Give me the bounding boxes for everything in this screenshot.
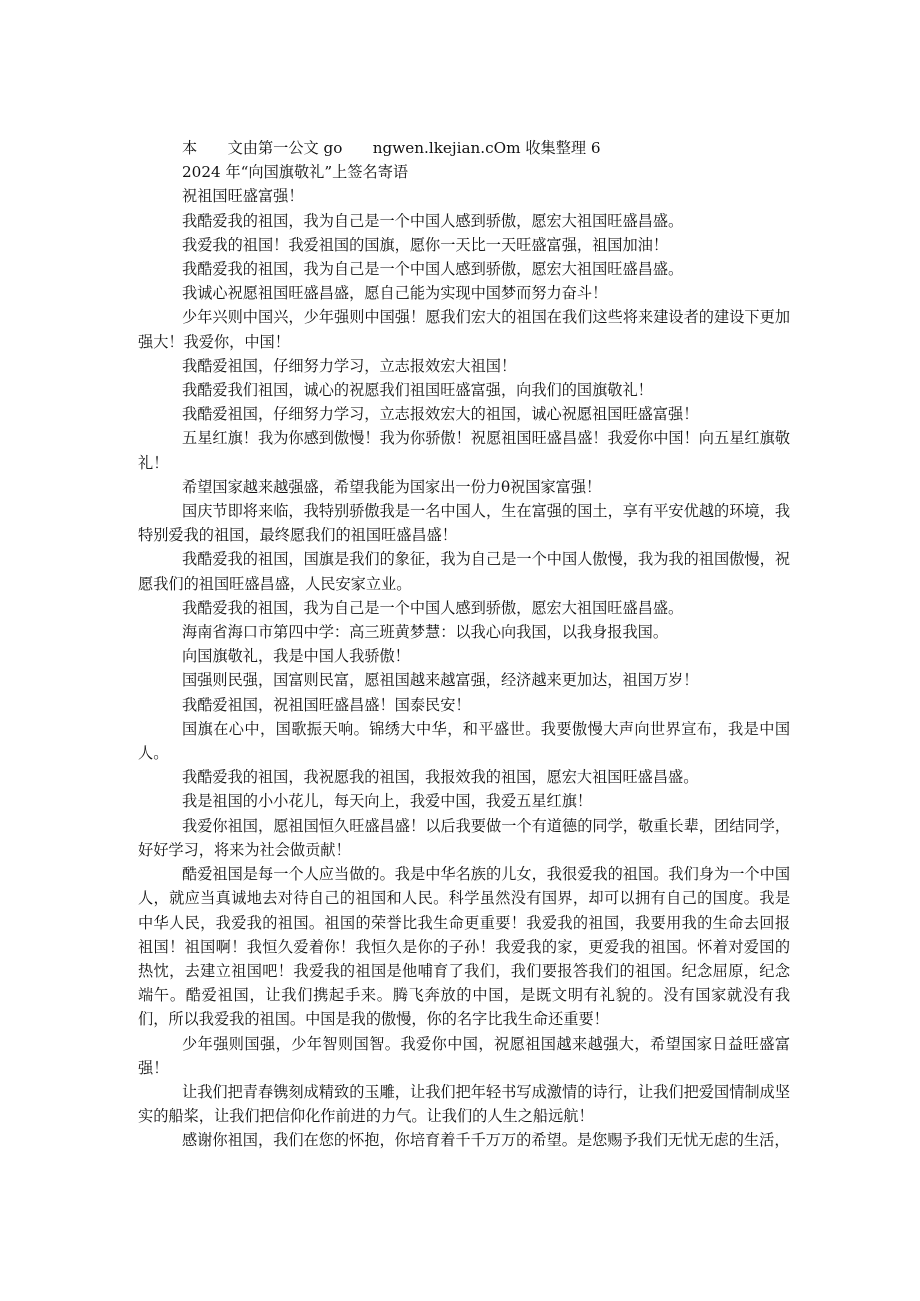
paragraph: 我酷爱我们祖国，诚心的祝愿我们祖国旺盛富强，向我们的国旗敬礼！ xyxy=(182,381,653,400)
paragraph: 酷爱祖国是每一个人应当做的。我是中华名族的儿女，我很爱我的祖国。我们身为一个中国人，就应当真诚地去对待自己的祖国和人民。科学虽然没有国界，却可以拥有自己的国度。我是中华人民，我爱我的祖国。祖国的荣誉比我生命更重要！我爱我的祖国，我要用我的生命去回报祖国！祖国啊！我恒久爱着你！我恒久是你的子孙！我爱我的家，更爱我的祖国。怀着对爱国的热忱，去建立祖国吧！我爱我的祖国是他哺育了我们，我们要报答我们的祖国。纪念屈原，纪念端午。酷爱祖国，让我们携起手来。腾飞奔放的中国，是既文明有礼貌的。没有国家就没有我们，所以我爱我的祖国。中国是我的傲慢，你的名字比我生命还重要！ xyxy=(138,865,790,1029)
paragraph: 我酷爱我的祖国，我祝愿我的祖国，我报效我的祖国，愿宏大祖国旺盛昌盛。 xyxy=(182,768,699,787)
paragraph: 让我们把青春镌刻成精致的玉雕，让我们把年轻书写成激情的诗行，让我们把爱国情制成坚实的船桨，让我们把信仰化作前进的力气。让我们的人生之船远航！ xyxy=(138,1082,790,1126)
paragraph: 少年兴则中国兴，少年强则中国强！愿我们宏大的祖国在我们这些将来建设者的建设下更加强大！我爱你，中国！ xyxy=(138,308,790,351)
document-title: 2024 年“向国旗敬礼”上签名寄语 xyxy=(182,163,409,182)
source-line: 本 文由第一公文 go ngwen.lkejian.cOm 收集整理 6 xyxy=(182,139,601,157)
paragraph: 少年强则国强，少年智则国智。我爱你中国，祝愿祖国越来越强大，希望国家日益旺盛富强！ xyxy=(138,1034,790,1077)
paragraph: 我诚心祝愿祖国旺盛昌盛，愿自己能为实现中国梦而努力奋斗！ xyxy=(182,284,608,303)
paragraph: 我酷爱我的祖国，国旗是我们的象征，我为自己是一个中国人傲慢，我为我的祖国傲慢，祝愿我们的祖国旺盛昌盛，人民安家立业。 xyxy=(138,550,790,593)
paragraph: 祝祖国旺盛富强！ xyxy=(182,187,304,206)
document-page xyxy=(138,136,790,1153)
paragraph: 我酷爱我的祖国，我为自己是一个中国人感到骄傲，愿宏大祖国旺盛昌盛。 xyxy=(182,211,684,230)
paragraph: 我是祖国的小小花儿，每天向上，我爱中国，我爱五星红旗！ xyxy=(182,792,593,811)
paragraph: 我酷爱祖国，仔细努力学习，立志报效宏大的祖国，诚心祝愿祖国旺盛富强！ xyxy=(182,405,699,424)
paragraph: 我酷爱我的祖国，我为自己是一个中国人感到骄傲，愿宏大祖国旺盛昌盛。 xyxy=(182,260,684,279)
paragraph: 我酷爱我的祖国，我为自己是一个中国人感到骄傲，愿宏大祖国旺盛昌盛。 xyxy=(182,598,684,617)
paragraph: 国强则民强，国富则民富，愿祖国越来越富强，经济越来更加达，祖国万岁！ xyxy=(182,671,699,690)
paragraph: 向国旗敬礼，我是中国人我骄傲！ xyxy=(182,647,410,666)
paragraph: 希望国家越来越强盛，希望我能为国家出一份力θ祝国家富强！ xyxy=(182,477,602,496)
paragraph: 国旗在心中，国歌振天响。锦绣大中华，和平盛世。我要傲慢大声向世界宣布，我是中国人。 xyxy=(138,719,790,763)
paragraph: 我爱你祖国，愿祖国恒久旺盛昌盛！以后我要做一个有道德的同学，敬重长辈，团结同学，好好学习，将来为社会做贡献！ xyxy=(138,816,790,859)
paragraph: 我酷爱祖国，仔细努力学习，立志报效宏大祖国！ xyxy=(182,356,517,375)
paragraph: 海南省海口市第四中学：高三班黄梦慧：以我心向我国，以我身报我国。 xyxy=(182,623,668,642)
paragraph: 我爱我的祖国！我爱祖国的国旗，愿你一天比一天旺盛富强，祖国加油！ xyxy=(182,235,668,254)
paragraph: 我酷爱祖国，祝祖国旺盛昌盛！国泰民安！ xyxy=(182,695,471,714)
paragraph: 感谢你祖国，我们在您的怀抱，你培育着千千万万的希望。是您赐予我们无忧无虑的生活， xyxy=(182,1131,790,1150)
paragraph: 五星红旗！我为你感到傲慢！我为你骄傲！祝愿祖国旺盛昌盛！我爱你中国！向五星红旗敬礼！ xyxy=(138,429,790,472)
paragraph: 国庆节即将来临，我特别骄傲我是一名中国人，生在富强的国土，享有平安优越的环境，我特别爱我的祖国，最终愿我们的祖国旺盛昌盛！ xyxy=(138,502,790,545)
